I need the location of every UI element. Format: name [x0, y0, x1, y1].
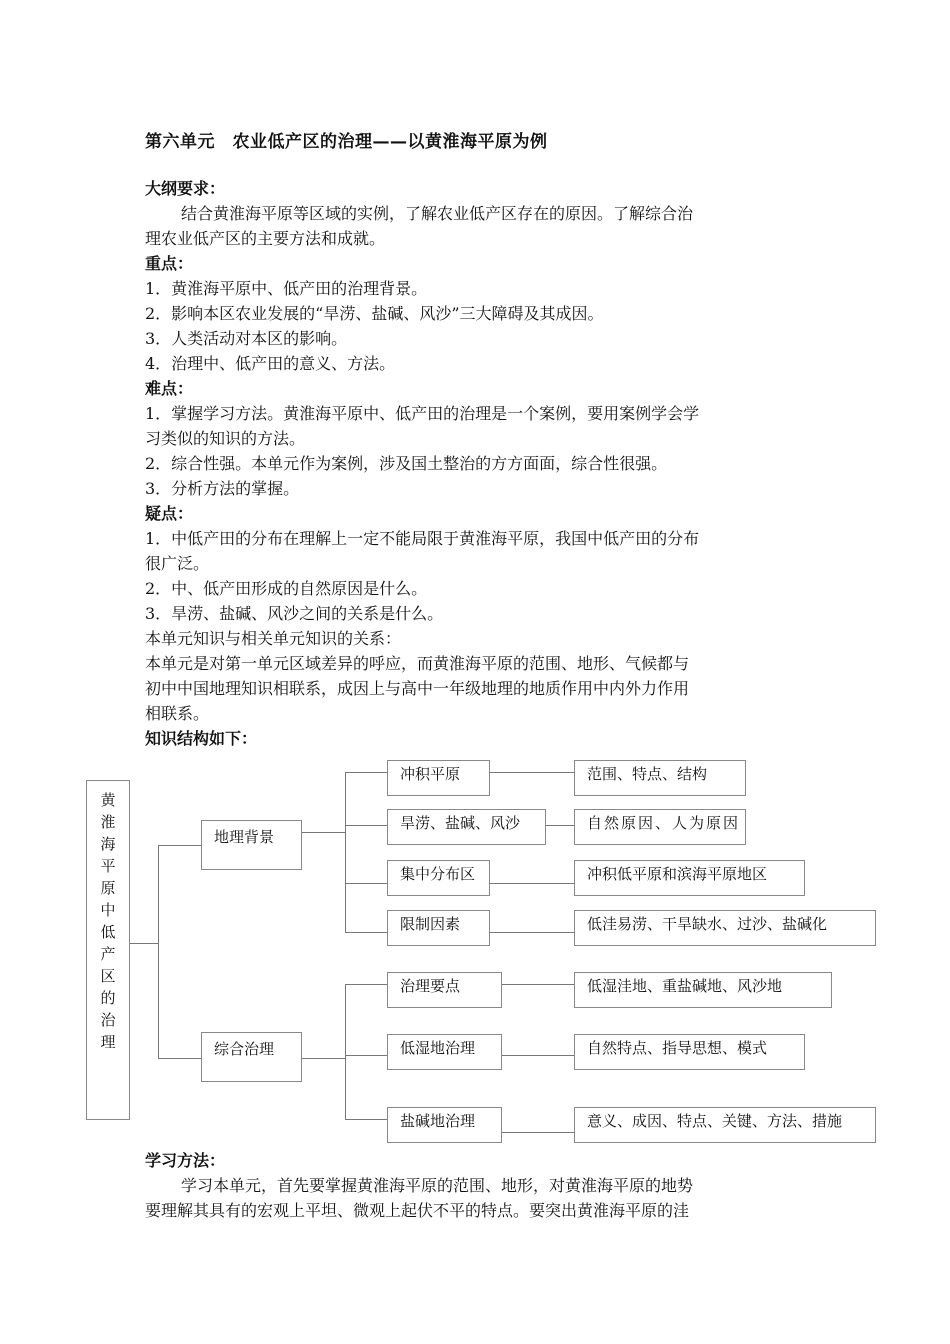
node-box: [387, 1034, 502, 1070]
root-char: 黄: [100, 791, 116, 809]
difficult-points-heading: 难点：: [145, 379, 194, 398]
method-section: [145, 1148, 810, 1223]
difficult-point-item: 2．综合性强。本单元作为案例，涉及国土整治的方方面面，综合性很强。: [145, 454, 668, 473]
outline-heading: 大纲要求：: [145, 179, 226, 198]
difficult-point-item: 3．分析方法的掌握。: [145, 479, 300, 498]
branch-label: 地理背景: [214, 828, 275, 846]
connector-line: [345, 883, 388, 884]
connector-line: [490, 932, 575, 933]
detail-box: [574, 809, 746, 845]
root-char: 治: [100, 1011, 116, 1029]
node-box: [387, 760, 490, 796]
connector-line: [301, 1058, 345, 1059]
connector-line: [130, 943, 158, 944]
node-box: [387, 972, 502, 1008]
key-point-item: 2．影响本区农业发展的“旱涝、盐碱、风沙”三大障碍及其成因。: [145, 304, 604, 323]
difficult-point-item: 习类似的知识的方法。: [145, 429, 306, 448]
root-char: 区: [100, 967, 116, 985]
node-label: 治理要点: [400, 977, 461, 995]
detail-label: 自然原因、人为原因: [587, 814, 741, 832]
outline-line: 结合黄淮海平原等区域的实例，了解农业低产区存在的原因。了解综合治: [181, 204, 694, 223]
node-label: 集中分布区: [400, 865, 476, 883]
relation-heading: 本单元知识与相关单元知识的关系：: [145, 629, 402, 648]
root-char: 原: [100, 879, 116, 897]
connector-line: [158, 845, 202, 846]
connector-line: [345, 984, 346, 1119]
node-box: [387, 860, 490, 896]
detail-label: 自然特点、指导思想、模式: [587, 1039, 768, 1057]
node-label: 盐碱地治理: [400, 1112, 476, 1130]
detail-box: [574, 860, 805, 896]
root-char: 中: [100, 901, 116, 919]
doubt-points-heading: 疑点：: [145, 504, 194, 523]
detail-label: 冲积低平原和滨海平原地区: [587, 865, 768, 883]
method-line: 学习本单元，首先要掌握黄淮海平原的范围、地形，对黄淮海平原的地势: [181, 1176, 694, 1195]
root-char: 淮: [100, 813, 116, 831]
detail-label: 意义、成因、特点、关键、方法、措施: [587, 1112, 843, 1130]
branch-box-geographic-background: [201, 820, 302, 870]
detail-box: [574, 1107, 876, 1143]
root-char: 理: [100, 1033, 116, 1051]
doubt-point-item: 3．旱涝、盐碱、风沙之间的关系是什么。: [145, 604, 444, 623]
node-label: 冲积平原: [400, 765, 461, 783]
connector-line: [345, 825, 388, 826]
relation-line: 相联系。: [145, 704, 210, 723]
connector-line: [345, 772, 388, 773]
detail-box: [574, 1034, 805, 1070]
connector-line: [345, 772, 346, 932]
detail-box: [574, 910, 876, 946]
outline-line: 理农业低产区的主要方法和成就。: [145, 229, 386, 248]
node-label: 低湿地治理: [400, 1039, 476, 1057]
key-points-heading: 重点：: [145, 254, 194, 273]
key-point-item: 4．治理中、低产田的意义、方法。: [145, 354, 396, 373]
diagram-root-label: [87, 789, 129, 1053]
relation-line: 本单元是对第一单元区域差异的呼应，而黄淮海平原的范围、地形、气候都与: [145, 654, 690, 673]
branch-box-comprehensive-treatment: [201, 1032, 302, 1082]
method-line: 要理解其具有的宏观上平坦、微观上起伏不平的特点。要突出黄淮海平原的洼: [145, 1201, 690, 1220]
connector-line: [502, 1132, 575, 1133]
key-points-section: [145, 251, 810, 376]
connector-line: [490, 772, 575, 773]
connector-line: [345, 1055, 388, 1056]
connector-line: [345, 1119, 388, 1120]
connector-line: [502, 1055, 575, 1056]
doubt-point-item: 1．中低产田的分布在理解上一定不能局限于黄淮海平原，我国中低产田的分布: [145, 529, 700, 548]
root-char: 产: [100, 945, 116, 963]
root-char: 海: [100, 835, 116, 853]
node-label: 旱涝、盐碱、风沙: [400, 814, 521, 832]
connector-line: [490, 984, 575, 985]
doubt-points-section: [145, 501, 810, 626]
key-point-item: 1．黄淮海平原中、低产田的治理背景。: [145, 279, 428, 298]
doubt-point-item: 2．中、低产田形成的自然原因是什么。: [145, 579, 428, 598]
node-box: [387, 910, 490, 946]
connector-line: [345, 984, 388, 985]
connector-line: [158, 1058, 202, 1059]
connector-line: [345, 932, 388, 933]
detail-box: [574, 972, 832, 1008]
branch-label: 综合治理: [214, 1040, 275, 1058]
root-char: 平: [100, 857, 116, 875]
relation-section: [145, 626, 810, 751]
detail-label: 低洼易涝、干旱缺水、过沙、盐碱化: [587, 915, 828, 933]
connector-line: [158, 845, 159, 1058]
detail-label: 低湿洼地、重盐碱地、风沙地: [587, 977, 783, 995]
page-title: 第六单元 农业低产区的治理——以黄淮海平原为例: [145, 132, 548, 152]
connector-line: [546, 825, 575, 826]
key-point-item: 3．人类活动对本区的影响。: [145, 329, 348, 348]
diagram-root-box: [86, 780, 130, 1120]
node-label: 限制因素: [400, 915, 461, 933]
difficult-points-section: [145, 376, 810, 501]
difficult-point-item: 1．掌握学习方法。黄淮海平原中、低产田的治理是一个案例，要用案例学会学: [145, 404, 700, 423]
root-char: 的: [100, 989, 116, 1007]
doubt-point-item: 很广泛。: [145, 554, 210, 573]
root-char: 低: [100, 923, 116, 941]
method-heading: 学习方法：: [145, 1151, 226, 1170]
connector-line: [301, 832, 345, 833]
detail-box: [574, 760, 746, 796]
structure-heading: 知识结构如下：: [145, 729, 258, 748]
node-box: [387, 809, 546, 845]
detail-label: 范围、特点、结构: [587, 765, 708, 783]
node-box: [387, 1107, 502, 1143]
connector-line: [490, 883, 575, 884]
relation-line: 初中中国地理知识相联系，成因上与高中一年级地理的地质作用中内外力作用: [145, 679, 690, 698]
outline-section: [145, 176, 810, 251]
